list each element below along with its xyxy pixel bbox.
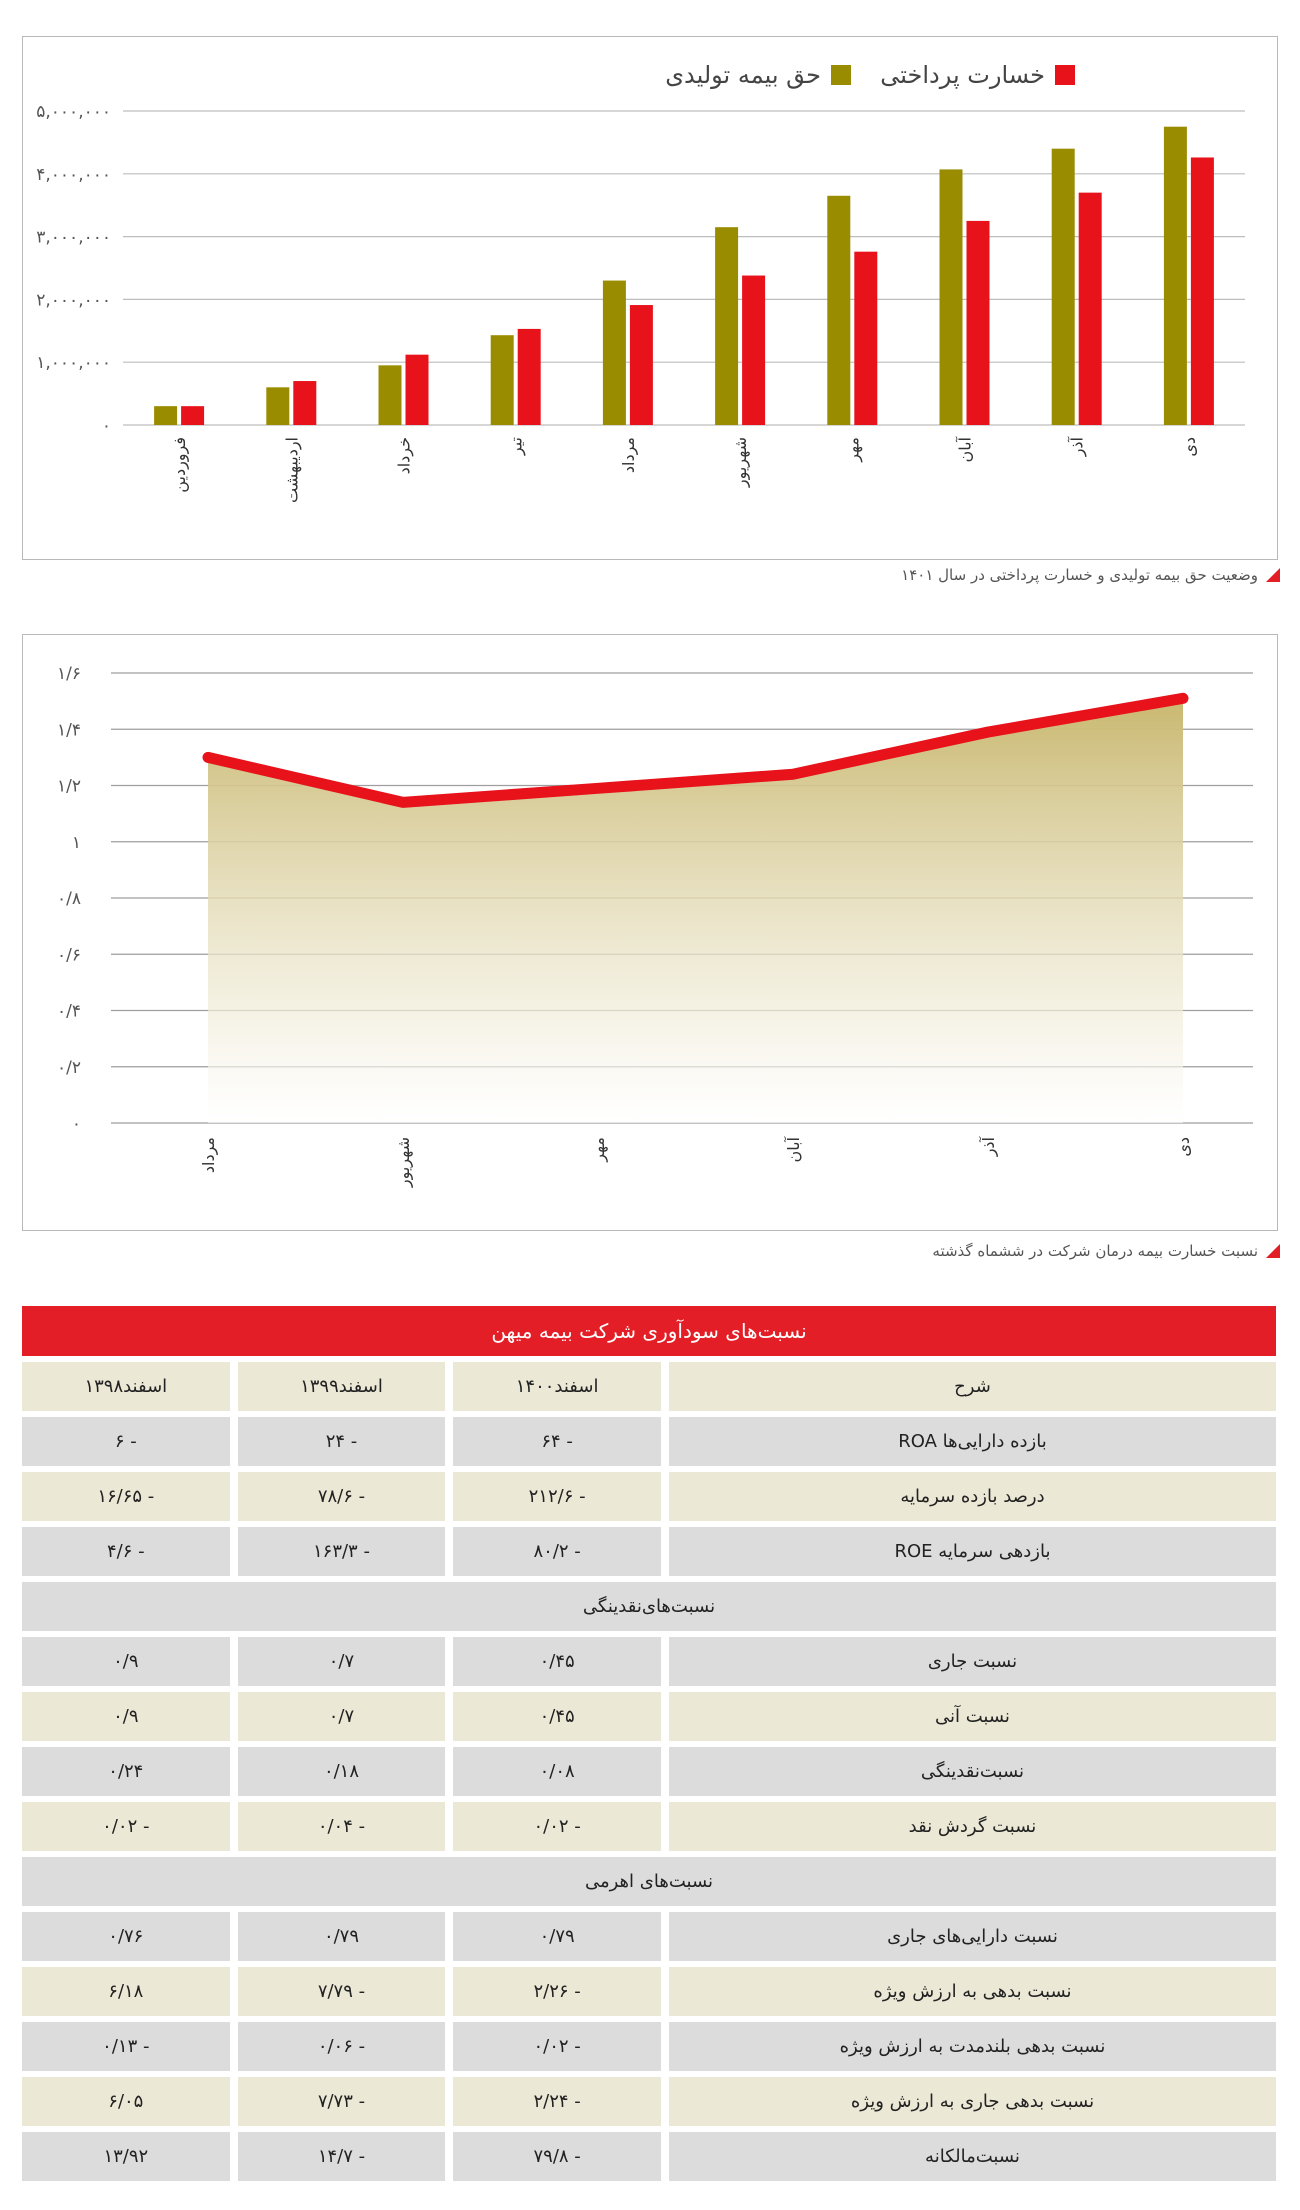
table-cell-label: نسبت‌مالکانه bbox=[669, 2132, 1276, 2181]
x-category-label: تیر bbox=[506, 437, 526, 456]
bar-chart-caption bbox=[901, 566, 1280, 584]
table-row bbox=[22, 1637, 1276, 1686]
bar-premium bbox=[266, 387, 289, 425]
section-liquidity: نسبت‌های‌نقدینگی bbox=[22, 1582, 1276, 1631]
leverage-rows bbox=[22, 1912, 1276, 2181]
bar-chart-caption-text: وضعیت حق بیمه تولیدی و خسارت پرداختی در سال ۱۴۰۱ bbox=[901, 566, 1258, 584]
bar-premium bbox=[379, 365, 402, 425]
table-row bbox=[22, 1802, 1276, 1851]
y-tick-label: ۰/۸ bbox=[57, 889, 81, 909]
x-category-label: مرداد bbox=[199, 1137, 218, 1174]
table-cell-label: نسبت بدهی به ارزش ویژه bbox=[669, 1967, 1276, 2016]
table-cell-label: نسبت بدهی جاری به ارزش ویژه bbox=[669, 2077, 1276, 2126]
bar-claims bbox=[854, 252, 877, 425]
table-cell-c1: - ۷۹/۸ bbox=[453, 2132, 661, 2181]
data-point bbox=[402, 801, 404, 803]
x-category-label: مهر bbox=[843, 437, 863, 462]
table-cell-c1: ۰/۴۵ bbox=[453, 1637, 661, 1686]
x-category-label: آذر bbox=[1067, 437, 1087, 457]
table-row bbox=[22, 1692, 1276, 1741]
legend-swatch bbox=[1055, 65, 1075, 85]
data-point bbox=[597, 787, 599, 789]
bar-claims bbox=[1079, 193, 1102, 425]
table-cell-c2: ۰/۷۹ bbox=[238, 1912, 446, 1961]
table-cell-c2: - ۷/۷۹ bbox=[238, 1967, 446, 2016]
table-row bbox=[22, 1967, 1276, 2016]
legend-label: خسارت پرداختی bbox=[880, 61, 1045, 89]
bar-premium bbox=[940, 169, 963, 425]
liquidity-rows bbox=[22, 1637, 1276, 1851]
header-col-1399: اسفند۱۳۹۹ bbox=[238, 1362, 446, 1411]
table-cell-c2: - ۰/۰۶ bbox=[238, 2022, 446, 2071]
bar-claims bbox=[1191, 157, 1214, 425]
table-row bbox=[22, 2132, 1276, 2181]
x-category-label: فروردین bbox=[170, 437, 190, 493]
x-category-label: خرداد bbox=[394, 437, 414, 475]
table-cell-c1: - ۸۰/۲ bbox=[453, 1527, 661, 1576]
x-category-label: شهریور bbox=[731, 437, 751, 488]
profitability-rows bbox=[22, 1417, 1276, 1576]
table-cell-c3: ۶/۱۸ bbox=[22, 1967, 230, 2016]
bar-claims bbox=[293, 381, 316, 425]
table-cell-c1: ۰/۰۸ bbox=[453, 1747, 661, 1796]
table-cell-label: نسبت گردش نقد bbox=[669, 1802, 1276, 1851]
table-row bbox=[22, 1912, 1276, 1961]
table-row bbox=[22, 1747, 1276, 1796]
table-cell-c1: - ۲/۲۶ bbox=[453, 1967, 661, 2016]
x-category-label: آبان bbox=[784, 1137, 803, 1163]
header-label: شرح bbox=[669, 1362, 1276, 1411]
table-cell-label: بازدهی سرمایه ROE bbox=[669, 1527, 1276, 1576]
x-category-label: آبان bbox=[955, 437, 975, 463]
table-cell-c3: ۰/۹ bbox=[22, 1692, 230, 1741]
table-cell-c1: - ۶۴ bbox=[453, 1417, 661, 1466]
table-cell-c2: - ۱۴/۷ bbox=[238, 2132, 446, 2181]
table-cell-c1: - ۰/۰۲ bbox=[453, 1802, 661, 1851]
section-leverage: نسبت‌های اهرمی bbox=[22, 1857, 1276, 1906]
table-cell-c3: ۰/۲۴ bbox=[22, 1747, 230, 1796]
caption-marker-icon bbox=[1266, 568, 1280, 582]
table-row bbox=[22, 1527, 1276, 1576]
table-cell-c3: - ۱۶/۶۵ bbox=[22, 1472, 230, 1521]
table-cell-c1: - ۲/۲۴ bbox=[453, 2077, 661, 2126]
table-cell-label: درصد بازده سرمایه bbox=[669, 1472, 1276, 1521]
table-cell-c2: - ۲۴ bbox=[238, 1417, 446, 1466]
bar-claims bbox=[742, 276, 765, 425]
table-cell-c3: ۱۳/۹۲ bbox=[22, 2132, 230, 2181]
y-tick-label: ۲,۰۰۰,۰۰۰ bbox=[36, 290, 111, 311]
y-tick-label: ۵,۰۰۰,۰۰۰ bbox=[36, 102, 111, 122]
table-cell-c2: - ۷/۷۳ bbox=[238, 2077, 446, 2126]
table-cell-c2: - ۱۶۳/۳ bbox=[238, 1527, 446, 1576]
table-cell-c1: - ۲۱۲/۶ bbox=[453, 1472, 661, 1521]
table-cell-c3: ۰/۷۶ bbox=[22, 1912, 230, 1961]
x-category-label: آذر bbox=[979, 1137, 998, 1157]
legend-swatch bbox=[831, 65, 851, 85]
bar-claims bbox=[967, 221, 990, 425]
table-cell-label: نسبت‌نقدینگی bbox=[669, 1747, 1276, 1796]
bar-premium bbox=[491, 335, 514, 425]
bar-claims bbox=[181, 406, 204, 425]
table-cell-c3: ۰/۹ bbox=[22, 1637, 230, 1686]
bar-claims bbox=[406, 355, 429, 425]
bar-chart bbox=[23, 37, 1277, 559]
data-point bbox=[792, 773, 794, 775]
x-category-label: دی bbox=[1179, 437, 1199, 457]
data-point bbox=[1182, 697, 1184, 699]
table-cell-c2: - ۰/۰۴ bbox=[238, 1802, 446, 1851]
table-cell-c3: - ۶ bbox=[22, 1417, 230, 1466]
y-tick-label: ۳,۰۰۰,۰۰۰ bbox=[36, 227, 111, 248]
bar-premium bbox=[827, 196, 850, 425]
area-chart-caption-text: نسبت خسارت بیمه درمان شرکت در ششماه گذشته bbox=[932, 1242, 1258, 1260]
area-chart-panel bbox=[22, 634, 1278, 1231]
y-tick-label: ۱/۶ bbox=[57, 664, 81, 684]
table-cell-label: نسبت جاری bbox=[669, 1637, 1276, 1686]
table-cell-label: نسبت آنی bbox=[669, 1692, 1276, 1741]
table-cell-c3: ۶/۰۵ bbox=[22, 2077, 230, 2126]
area-chart bbox=[23, 635, 1277, 1230]
header-col-1398: اسفند۱۳۹۸ bbox=[22, 1362, 230, 1411]
bar-premium bbox=[715, 227, 738, 425]
table-row bbox=[22, 1472, 1276, 1521]
table-cell-c1: - ۰/۰۲ bbox=[453, 2022, 661, 2071]
table-cell-c1: ۰/۴۵ bbox=[453, 1692, 661, 1741]
table-cell-c3: - ۴/۶ bbox=[22, 1527, 230, 1576]
bar-claims bbox=[518, 329, 541, 425]
header-col-1400: اسفند۱۴۰۰ bbox=[453, 1362, 661, 1411]
x-category-label: مهر bbox=[589, 1137, 608, 1162]
y-tick-label: ۱/۴ bbox=[57, 720, 81, 741]
y-tick-label: ۱ bbox=[71, 832, 81, 853]
area-fill bbox=[208, 698, 1183, 1123]
table-row bbox=[22, 2022, 1276, 2071]
bar-claims bbox=[630, 305, 653, 425]
legend-label: حق بیمه تولیدی bbox=[665, 61, 821, 89]
bar-premium bbox=[603, 281, 626, 425]
caption-marker-icon bbox=[1266, 1244, 1280, 1258]
data-point bbox=[207, 756, 209, 758]
bar-premium bbox=[154, 406, 177, 425]
x-category-label: اردیبهشت bbox=[282, 437, 302, 503]
table-cell-c2: ۰/۷ bbox=[238, 1692, 446, 1741]
bar-premium bbox=[1164, 127, 1187, 425]
table-cell-label: نسبت دارایی‌های جاری bbox=[669, 1912, 1276, 1961]
table-cell-c2: ۰/۷ bbox=[238, 1637, 446, 1686]
table-cell-label: نسبت بدهی بلندمدت به ارزش ویژه bbox=[669, 2022, 1276, 2071]
y-tick-label: ۰/۶ bbox=[57, 945, 81, 966]
table-title: نسبت‌های سودآوری شرکت بیمه میهن bbox=[22, 1306, 1276, 1356]
y-tick-label: ۴,۰۰۰,۰۰۰ bbox=[36, 164, 111, 185]
table-header-row bbox=[22, 1362, 1276, 1411]
table-cell-label: بازده دارایی‌ها ROA bbox=[669, 1417, 1276, 1466]
y-tick-label: ۰ bbox=[101, 416, 111, 436]
area-chart-caption bbox=[932, 1242, 1280, 1260]
x-category-label: شهریور bbox=[394, 1137, 413, 1188]
table-cell-c3: - ۰/۱۳ bbox=[22, 2022, 230, 2071]
table-cell-c3: - ۰/۰۲ bbox=[22, 1802, 230, 1851]
bar-chart-panel bbox=[22, 36, 1278, 560]
table-cell-c2: ۰/۱۸ bbox=[238, 1747, 446, 1796]
y-tick-label: ۱,۰۰۰,۰۰۰ bbox=[36, 353, 111, 374]
table-cell-c2: - ۷۸/۶ bbox=[238, 1472, 446, 1521]
y-tick-label: ۰/۲ bbox=[57, 1057, 81, 1078]
bar-premium bbox=[1052, 149, 1075, 425]
y-tick-label: ۰/۴ bbox=[57, 1001, 81, 1022]
data-point bbox=[987, 731, 989, 733]
table-row bbox=[22, 1417, 1276, 1466]
y-tick-label: ۱/۲ bbox=[57, 776, 81, 797]
table-cell-c1: ۰/۷۹ bbox=[453, 1912, 661, 1961]
table-row bbox=[22, 2077, 1276, 2126]
x-category-label: مرداد bbox=[618, 437, 638, 474]
y-tick-label: ۰ bbox=[71, 1114, 81, 1134]
x-category-label: دی bbox=[1174, 1137, 1193, 1157]
profitability-table bbox=[22, 1306, 1276, 2181]
